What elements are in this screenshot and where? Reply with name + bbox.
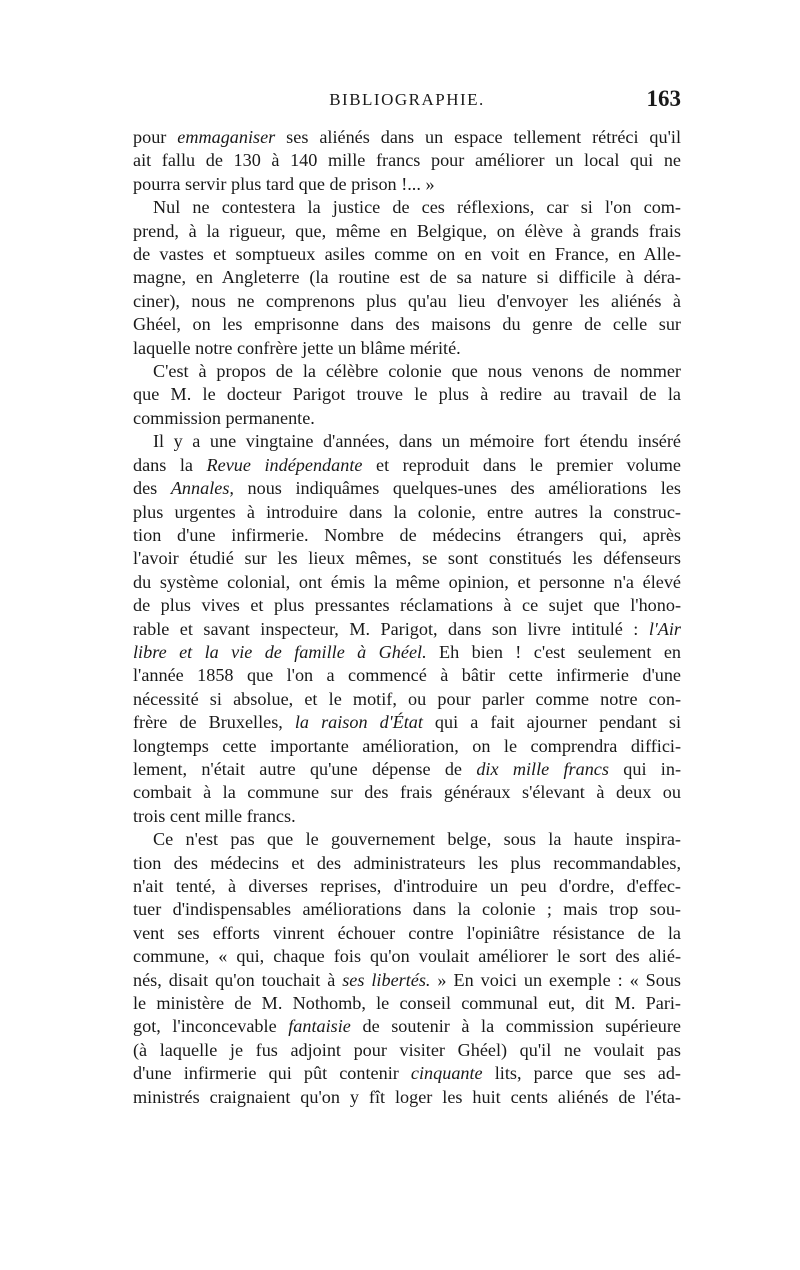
text-run: d'une infirmerie qui pût contenir — [133, 1063, 411, 1084]
text-line — [133, 828, 681, 851]
text-run: l'avoir étudié sur les lieux mêmes, se sont constitués les défenseurs — [133, 548, 681, 569]
text-run: n'ait tenté, à diverses reprises, d'introduire un peu d'ordre, d'effec- — [133, 876, 681, 896]
text-run: le ministère de M. Nothomb, le conseil communal eut, dit M. Pari- — [133, 993, 681, 1014]
text-run: rable et savant inspecteur, M. Parigot, dans son livre intitulé : — [133, 618, 649, 639]
text-run: qui a fait ajourner pendant si — [422, 712, 681, 733]
text-run: qui in- — [608, 758, 681, 779]
text-line — [133, 477, 681, 500]
italic-text: cinquante — [410, 1063, 483, 1084]
text-run: commune, « qui, chaque fois qu'on voulait améliorer le sort des alié- — [133, 946, 681, 967]
body-text — [133, 126, 681, 1109]
text-line — [133, 313, 681, 336]
text-line — [133, 501, 681, 524]
text-run: vent ses efforts vinrent échouer contre l'opiniâtre résistance de la — [133, 922, 681, 943]
text-run: Ghéel, on les emprisonne dans des maisons du genre de celle sur — [133, 314, 681, 335]
italic-text: dix mille francs — [476, 758, 609, 779]
text-run: frère de Bruxelles, — [133, 712, 295, 733]
text-line — [133, 126, 681, 149]
text-run: got, l'inconcevable — [133, 1016, 289, 1037]
italic-text: l'Air — [648, 618, 681, 639]
text-line — [133, 688, 681, 711]
text-line — [133, 805, 681, 828]
text-run: longtemps cette importante amélioration, on le comprendra diffici- — [133, 735, 681, 756]
text-line — [133, 1062, 681, 1085]
text-run: de vastes et somptueux asiles comme on en voit en France, en Alle- — [133, 244, 681, 265]
italic-text: ses libertés. — [342, 969, 431, 990]
text-line — [133, 266, 681, 289]
text-run: commission permanente. — [133, 407, 315, 428]
text-run: lement, n'était autre qu'une dépense de — [133, 758, 477, 779]
text-run: ait fallu de 130 à 140 mille francs pour améliorer un local qui ne — [133, 150, 681, 171]
text-run: de plus vives et plus pressantes réclamations à ce sujet que l'hono- — [133, 595, 681, 616]
text-line — [133, 430, 681, 453]
text-line — [133, 454, 681, 477]
text-run: dans la — [133, 454, 207, 475]
text-line — [133, 571, 681, 594]
text-run: C'est à propos de la célèbre colonie que nous venons de nommer — [153, 361, 681, 382]
text-line — [133, 1086, 681, 1109]
text-line — [133, 875, 681, 898]
text-line — [133, 360, 681, 383]
text-run: Eh bien ! c'est seulement en — [426, 641, 681, 662]
italic-text: la raison d'État — [294, 712, 423, 733]
text-run: pourra servir plus tard que de prison !... » — [133, 173, 435, 194]
text-run: combait à la commune sur des frais généraux s'élevant à deux ou — [133, 782, 681, 803]
text-run: nécessité si absolue, et le motif, ou pour parler comme notre con- — [133, 688, 681, 709]
text-line — [133, 1039, 681, 1062]
text-line — [133, 852, 681, 875]
text-run: tion des médecins et des administrateurs les plus recommandables, — [133, 852, 681, 873]
text-line — [133, 781, 681, 804]
italic-text: fantaisie — [288, 1016, 351, 1037]
text-run: de soutenir à la commission supérieure — [350, 1016, 681, 1037]
text-run: Il y a une vingtaine d'années, dans un mémoire fort étendu inséré — [153, 431, 681, 452]
text-run: ministrés craignaient qu'on y fît loger les huit cents aliénés de l'éta- — [133, 1086, 681, 1107]
text-line — [133, 664, 681, 687]
text-line — [133, 922, 681, 945]
text-run: tion d'une infirmerie. Nombre de médecins étrangers qui, après — [133, 524, 681, 545]
text-line — [133, 220, 681, 243]
text-run: tuer d'indispensables améliorations dans la colonie ; mais trop sou- — [133, 899, 681, 920]
text-run: et reproduit dans le premier volume — [362, 454, 681, 475]
text-line — [133, 641, 681, 664]
text-run: ses aliénés dans un espace tellement rétréci qu'il — [275, 127, 681, 147]
text-run: Nul ne contestera la justice de ces réflexions, car si l'on com- — [153, 197, 681, 218]
text-run: Ce n'est pas que le gouvernement belge, sous la haute inspira- — [153, 829, 681, 850]
text-run: nous indiquâmes quelques-unes des améliorations les — [233, 478, 681, 499]
text-line — [133, 524, 681, 547]
text-run: (à laquelle je fus adjoint pour visiter Ghéel) qu'il ne voulait pas — [133, 1039, 681, 1060]
text-run: » En voici un exemple : « Sous — [430, 969, 681, 990]
text-line — [133, 711, 681, 734]
text-run: nés, disait qu'on touchait à — [133, 969, 343, 990]
italic-text: Annales, — [170, 478, 234, 499]
text-line — [133, 945, 681, 968]
text-line — [133, 594, 681, 617]
text-run: pour — [133, 127, 178, 147]
text-line — [133, 758, 681, 781]
text-line — [133, 992, 681, 1015]
text-run: magne, en Angleterre (la routine est de sa nature si difficile à déra- — [133, 267, 681, 288]
text-line — [133, 1015, 681, 1038]
text-run: ciner), nous ne comprenons plus qu'au lieu d'envoyer les aliénés à — [133, 290, 681, 311]
text-line — [133, 173, 681, 196]
text-run: l'année 1858 que l'on a commencé à bâtir cette infirmerie d'une — [133, 665, 681, 686]
text-run: lits, parce que ses ad- — [482, 1063, 681, 1084]
text-run: trois cent mille francs. — [133, 805, 296, 826]
italic-text: libre et la vie de famille à Ghéel. — [133, 641, 427, 662]
text-line — [133, 290, 681, 313]
text-line — [133, 547, 681, 570]
text-line — [133, 407, 681, 430]
text-run: laquelle notre confrère jette un blâme mérité. — [133, 337, 461, 358]
running-title: BIBLIOGRAPHIE. — [329, 90, 485, 109]
text-line — [133, 243, 681, 266]
text-line — [133, 383, 681, 406]
italic-text: Revue indépendante — [206, 454, 363, 475]
text-run: des — [133, 478, 171, 499]
text-run: prend, à la rigueur, que, même en Belgique, on élève à grands frais — [133, 220, 681, 241]
text-run: plus urgentes à introduire dans la colonie, entre autres la construc- — [133, 501, 681, 522]
text-line — [133, 337, 681, 360]
running-head — [133, 86, 681, 116]
text-run: que M. le docteur Parigot trouve le plus à redire au travail de la — [133, 384, 681, 405]
page-number: 163 — [646, 86, 681, 111]
text-line — [133, 898, 681, 921]
text-line — [133, 149, 681, 172]
text-line — [133, 196, 681, 219]
text-run: du système colonial, ont émis la même opinion, et personne n'a élevé — [133, 571, 681, 592]
text-line — [133, 969, 681, 992]
text-line — [133, 618, 681, 641]
italic-text: emmaganiser — [177, 127, 276, 147]
text-line — [133, 735, 681, 758]
